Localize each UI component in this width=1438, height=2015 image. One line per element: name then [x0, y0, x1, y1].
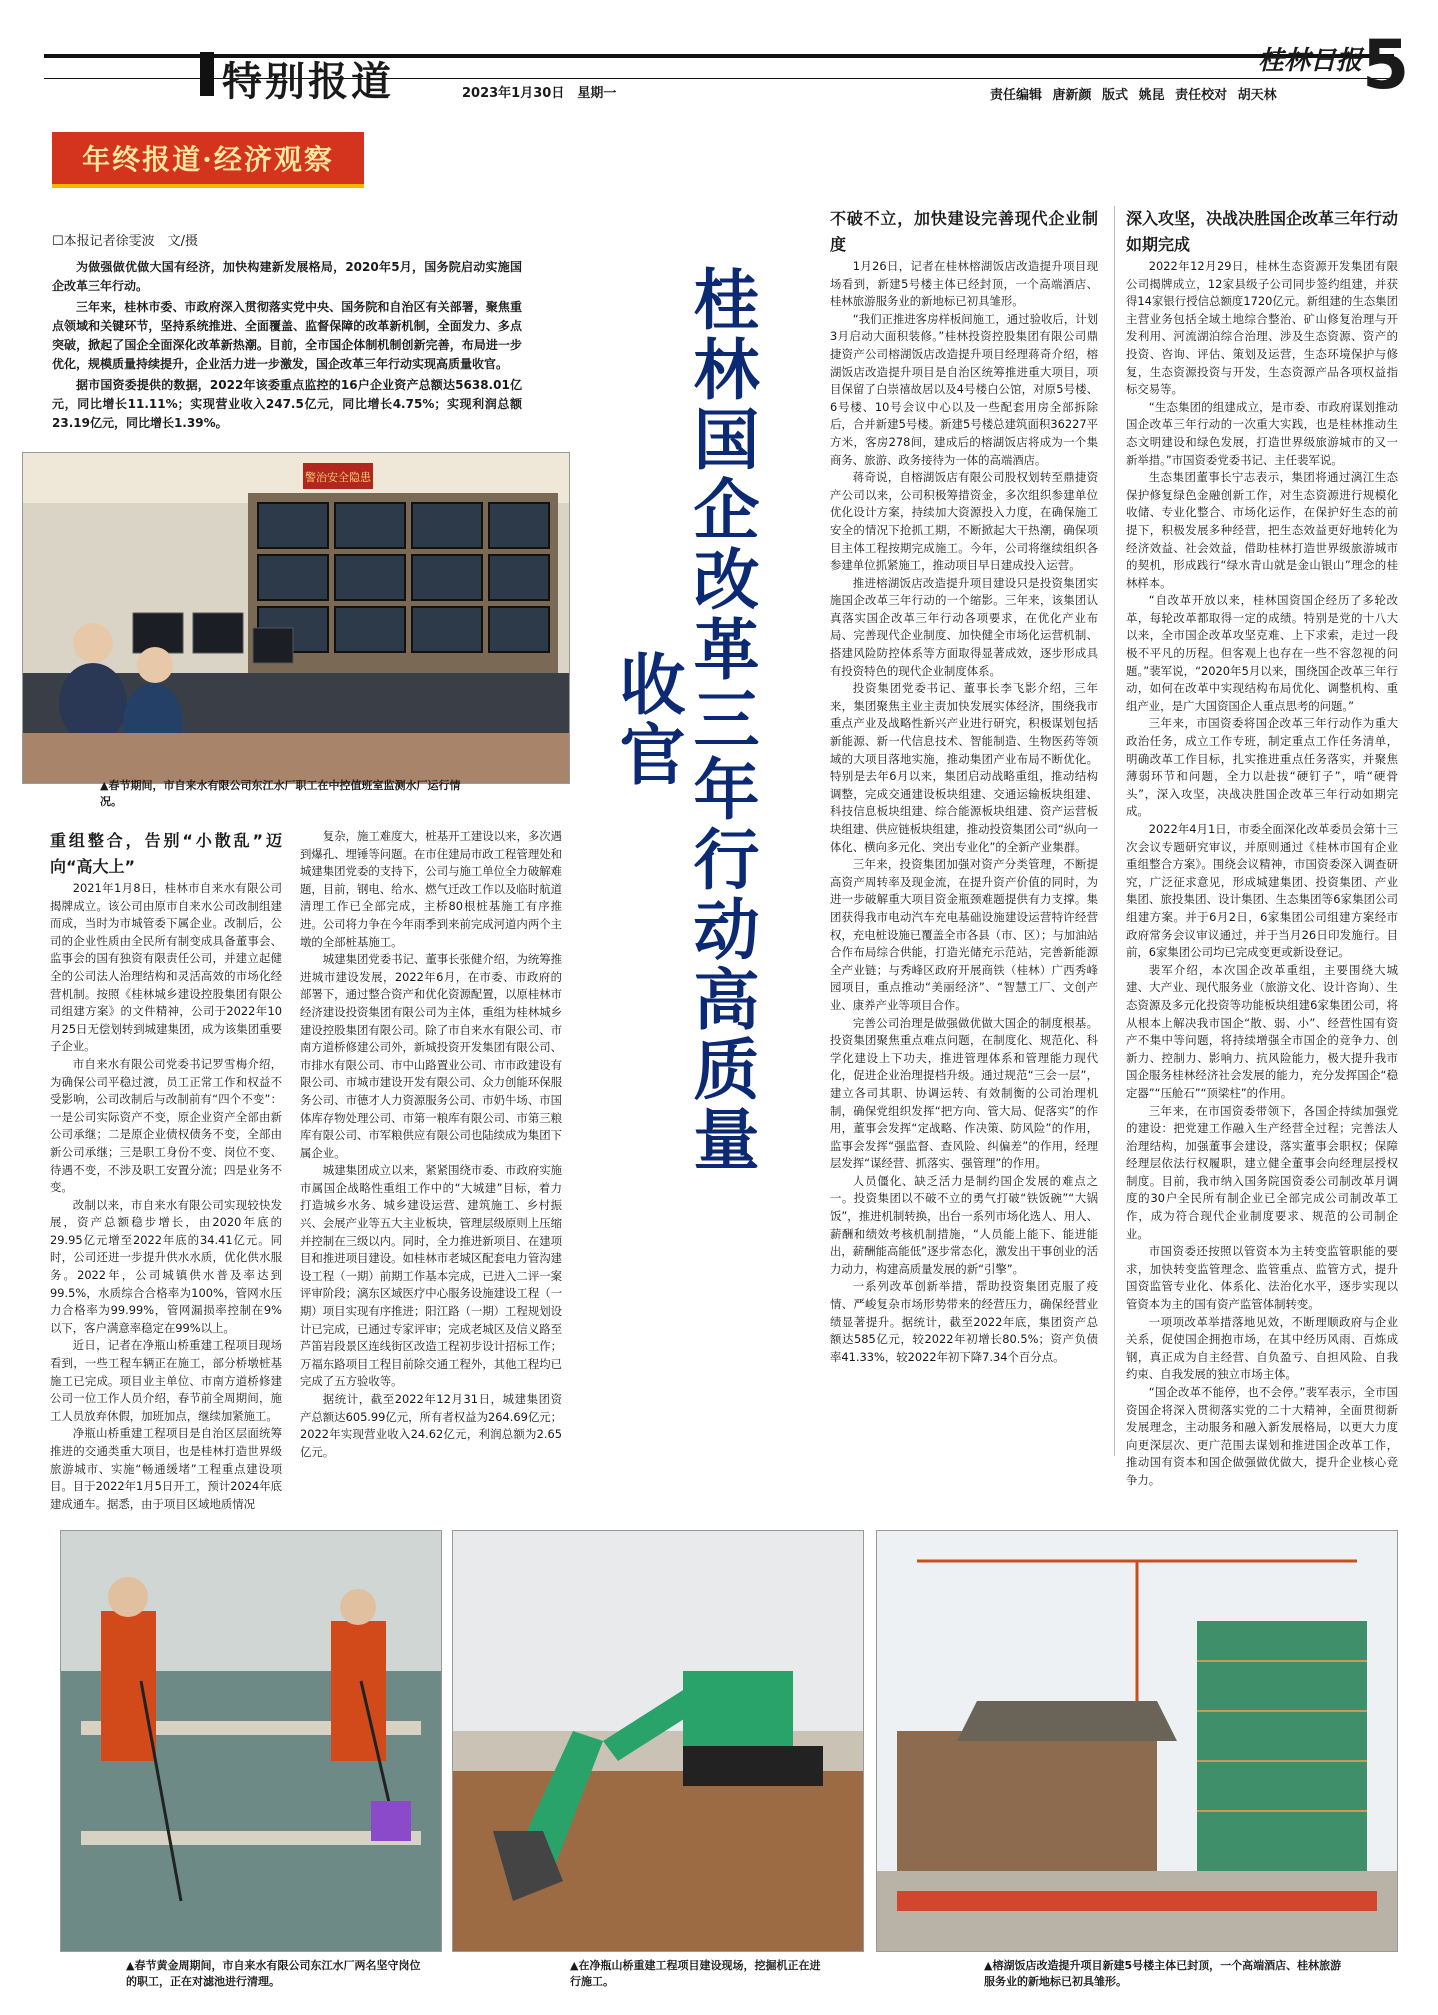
control-room-illustration	[23, 453, 569, 783]
body-paragraph: 2021年1月8日，桂林市自来水有限公司揭牌成立。该公司由原市自来水公司改制组建而成，当时为市城管委下属企业。改制后，公司的企业性质由全民所有制变成具备董事会、监事会的国有独资有限责任公司，并建立起健全的公司法人治理结构和灵活高效的市场化经营机制。按照《桂林城乡建设控股集团有限公司组建方案》的文件精神，公司于2022年10月25日无偿划转到城建集团，成为该集团重要子企业。	[50, 881, 282, 1054]
subheading-fourth: 深入攻坚，决战决胜国企改革三年行动如期完成	[1126, 209, 1399, 254]
issue-date: 2023年1月30日 星期一	[462, 86, 617, 101]
control-room-photo	[22, 452, 570, 784]
editor-credits: 责任编辑 唐新颜 版式 姚昆 责任校对 胡天林	[990, 88, 1277, 103]
body-paragraph: 蒋奇说，自榕湖饭店有限公司股权划转至鼎捷资产公司以来，公司积极筹措资金，多次组织参建单位优化设计方案，持续加大资源投入力度，在确保施工安全的情况下抢抓工期，不断掀起大干热潮，确保项目主体工程按期完成施工。今年，公司将继续组织各参建单位抓紧施工，推动项目早日建成投入运营。	[830, 470, 1098, 573]
section-marker	[200, 52, 214, 96]
body-paragraph: 城建集团党委书记、董事长张健介绍，为统筹推进城市建设发展，2022年6月，在市委、市政府的部署下，通过整合资产和优化资源配置，以原桂林市经济建设投资集团有限公司为主体，重组为桂林城乡建设控股集团有限公司。除了市自来水有限公司、市南方道桥修建公司外，新城投资开发集团有限公司、市排水有限公司、市中山路置业公司、市市政建设有限公司、市城市建设开发有限公司、众力创能环保服务公司、市德才人力资源服务公司、市奶牛场、市国体库存物处理公司、市第一粮库有限公司、市第三粮库有限公司、市军粮供应有限公司也陆续成为集团下属企业。	[300, 952, 563, 1160]
excavator-illustration	[453, 1531, 863, 1951]
column-banner: 年终报道·经济观察	[52, 132, 364, 188]
body-paragraph: 2022年4月1日，市委全面深化改革委员会第十三次会议专题研究审议，并原则通过《桂林市国有企业重组整合方案》。围绕会议精神，市国资委深入调查研究，广泛征求意见，形成城建集团、投资集团、产业集团、旅投集团、设计集团、生态集团等6家集团公司组建方案。并于6月2日，6家集团公司组建方案经市政府常务会议审议通过，并于当月26日印发施行。目前，6家集团公司均已完成变更或新设登记。	[1126, 822, 1398, 960]
body-paragraph: 改制以来，市自来水有限公司实现较快发展，资产总额稳步增长，由2020年底的29.95亿元增至2022年底的34.41亿元。同时，公司还进一步提升供水水质，优化供水服务。2022年，公司城镇供水普及率达到99.5%，水质综合合格率为100%，管网水压力合格率为99.99%，管网漏损率控制在9%以下，客户满意率稳定在99%以上。	[50, 1197, 282, 1335]
body-paragraph: 净瓶山桥重建工程项目是自治区层面统筹推进的交通类重大项目，也是桂林打造世界级旅游城市、实施“畅通缓堵”工程重点建设项目。目于2022年1月5日开工，预计2024年底建成通车。据悉，由于项目区域地质情况	[50, 1426, 282, 1511]
body-paragraph: 生态集团董事长宁志表示，集团将通过漓江生态保护修复绿色金融创新工作，对生态资源进行规模化收储、专业化整合、市场化运作，在保护好生态的前提下，积极发展多种经营，把生态效益更好地转化为经济效益、社会效益，借助桂林打造世界级旅游城市的契机，形成践行“绿水青山就是金山银山”理念的桂林样本。	[1126, 470, 1398, 590]
column-divider	[1114, 206, 1115, 1456]
photo-caption-hotel: ▲榕湖饭店改造提升项目新建5号楼主体已封顶，一个高端酒店、桂林旅游服务业的新地标已初具雏形。	[984, 1959, 1342, 1988]
body-paragraph: 三年来，投资集团加强对资产分类管理，不断提高资产周转率及现金流，在提升资产价值的同时，为进一步破解重大项目资金瓶颈难题提供有力支撑。集团获得我市电动汽车充电基础设施建设运营特许经营权，充电桩设施已覆盖全市各县（市、区）；与加油站合作布局综合供能，打造光储充示范站，完善新能源全产业链；与秀峰区政府开展商铁（桂林）广西秀峰园项目，重点推动“美丽经济”、“智慧工厂、文创产业、康养产业等项目合作。	[830, 857, 1098, 1012]
lead-paragraph: 据市国资委提供的数据，2022年该委重点监控的16户企业资产总额达5638.01亿元，同比增长11.11%；实现营业收入247.5亿元，同比增长4.75%；实现利润总额23.19亿元，同比增长1.39%。	[52, 378, 522, 430]
body-paragraph: 三年来，市国资委将国企改革三年行动作为重大政治任务，成立工作专班，制定重点工作任务清单，明确改革工作目标，扎实推进重点任务落实，并聚焦薄弱环节和问题，全力以赴拔“硬钉子”，啃“硬骨头”，深入攻坚，决战决胜国企改革三年行动如期完成。	[1126, 716, 1398, 819]
filter-pool-photo	[60, 1530, 442, 1952]
photo-caption-filter-pool: ▲春节黄金周期间，市自来水有限公司东江水厂两名坚守岗位的职工，正在对滤池进行清理。	[126, 1959, 421, 1988]
subheading-left: 重组整合，告别“小散乱”迈向“高大上”	[50, 831, 282, 876]
body-paragraph: 推进榕湖饭店改造提升项目建设只是投资集团实施国企改革三年行动的一个缩影。三年来，该集团认真落实国企改革三年行动各项要求，在优化产业布局、完善现代企业制度、加快健全市场化运营机制、搭建风险防控体系等方面取得显著成效，逐步形成具有投资特色的现代企业制度体系。	[830, 575, 1098, 678]
body-paragraph: 城建集团成立以来，紧紧围绕市委、市政府实施市属国企战略性重组工作中的“大城建”目标，着力打造城乡水务、城乡建设运营、建筑施工、乡村振兴、会展产业等五大主业板块，管理层级原则上压缩并控制在三级以内。同时，全力推进新项目、在建项目和推进项目建设。如桂林市老城区配套电力管沟建设工程（一期）前期工作基本完成，已进入二评一案评审阶段；漓东区域医疗中心服务设施建设工程（一期）项目实现有序推进；阳江路（一期）工程规划设计已完成，已通过专家评审；完成老城区及信义路至芦笛岩段景区连线街区改造工程初步设计招标工作；万福东路项目工程目前除交通工程外，其他工程均已完成了五方验收等。	[300, 1163, 563, 1389]
wall-banner-text: 警治安全隐患	[305, 471, 371, 484]
body-paragraph: 一项项改革举措落地见效，不断理顺政府与企业关系，促使国企拥抱市场，在其中经历风雨、百炼成钢，真正成为自主经营、自负盈亏、自担风险、自我约束、自我发展的独立市场主体。	[1126, 1314, 1398, 1382]
hotel-construction-illustration	[877, 1531, 1397, 1951]
excavator-photo	[452, 1530, 864, 1952]
body-paragraph: “自改革开放以来，桂林国资国企经历了多轮改革，每轮改革都取得一定的成绩。特别是党的十八大以来，全市国企改革攻坚克难、上下求索，走过一段极不平凡的历程。但客观上也存在一些不容忽视的问题。”裴军说，“2020年5月以来，围绕国企改革三年行动，如何在改革中实现结构布局优化、调整机构、重组产业，是广大国资国企人重点思考的问题。”	[1126, 593, 1398, 713]
body-paragraph: 复杂，施工难度大，桩基开工建设以来，多次遇到爆孔、埋锤等问题。在市住建局市政工程管理处和城建集团党委的支持下，公司与施工单位全力破解难题，目前，钢电、给水、燃气迁改工作以及临时航道清理工作已全部完成，主桥80根桩基施工有序推进。公司将力争在今年雨季到来前完成河道内两个主墩的全部桩基施工。	[300, 829, 563, 949]
article-column-left	[50, 828, 282, 1513]
article-column-middle	[300, 828, 562, 1461]
body-paragraph: “生态集团的组建成立，是市委、市政府谋划推动国企改革三年行动的一次重大实践，也是桂林推动生态文明建设和绿色发展，打造世界级旅游城市的又一新举措。”市国资委党委书记、主任裴军说。	[1126, 399, 1398, 467]
subheading-third: 不破不立，加快建设完善现代企业制度	[830, 209, 1098, 254]
body-paragraph: “我们正推进客房样板间施工，通过验收后，计划3月启动大面积装修。”桂林投资控股集团有限公司鼎捷资产公司榕湖饭店改造提升项目经理蒋奇介绍，榕湖饭店改造提升项目是自治区统筹推进重大项目，项目保留了白崇禧故居以及4号楼白公馆，对原5号楼、6号楼、10号会议中心以及一些配套用房全部拆除后，合并新建5号楼。新建5号楼总建筑面积36227平方米，客房278间，建成后的榕湖饭店将成为一个集商务、旅游、政务接待为一体的高端酒店。	[830, 311, 1098, 467]
body-paragraph: 完善公司治理是做强做优做大国企的制度根基。投资集团聚焦重点难点问题，在制度化、规范化、科学化建设上下功夫，推进管理体系和管理能力现代化，促进企业治理提档升级。通过规范“三会一层”，建立各司其职、协调运转、有效制衡的公司治理机制，确保党组织发挥“把方向、管大局、促落实”的作用，董事会发挥“定战略、作决策、防风险”的作用，监事会发挥“强监督、查风险、纠偏差”的作用，经理层发挥“谋经营、抓落实、强管理”的作用。	[830, 1015, 1098, 1171]
body-paragraph: 投资集团党委书记、董事长李飞影介绍，三年来，集团聚焦主业主责加快发展实体经济，围绕我市重点产业及战略性新兴产业进行研究，积极谋划包括新能源、新一代信息技术、智能制造、生物医药等领域的大项目落地实施，推动集团产业布局不断优化。特别是去年6月以来，集团启动战略重组，推动结构调整，完成交通建设板块组建、交通运输板块组建、科技信息板块组建、综合能源板块组建、资产运营板块组建、供应链板块组建，推动投资集团公司“纵向一体化、横向多元化、突出专业化”的全新产业集群。	[830, 681, 1098, 854]
lead-paragraph: 为做强做优做大国有经济，加快构建新发展格局，2020年5月，国务院启动实施国企改革三年行动。	[52, 260, 522, 293]
body-paragraph: 市国资委还按照以管资本为主转变监管职能的要求，加快转变监管理念、监管重点、监管方式，提升国资监管专业化、体系化、法治化水平，逐步实现以管资本为主的国有资产监管体制转变。	[1126, 1244, 1398, 1312]
photo-caption-excavator: ▲在净瓶山桥重建工程项目建设现场，挖掘机正在进行施工。	[570, 1959, 821, 1988]
body-paragraph: 2022年12月29日，桂林生态资源开发集团有限公司揭牌成立，12家县级子公司同步签约组建，并获得14家银行授信总额度1720亿元。新组建的生态集团主营业务包括全域土地综合整治、矿山修复治理与开发利用、河流湖泊综合治理、涉及生态资源、资产的投资、咨询、评估、策划及运营，生态环境保护与修复，生态资源投资与开发，生态资源产品各项权益指标交易等。	[1126, 259, 1398, 397]
hotel-construction-photo	[876, 1530, 1398, 1952]
body-paragraph: 一系列改革创新举措，帮助投资集团克服了疫情、严峻复杂市场形势带来的经营压力，确保经营业绩显著提升。据统计，截至2022年底，集团资产总额达585亿元，较2022年初增长80.5%；资产负债率41.33%，较2022年初下降7.34个百分点。	[830, 1279, 1098, 1364]
filter-pool-illustration	[61, 1531, 441, 1951]
body-paragraph: 市自来水有限公司党委书记罗雪梅介绍，为确保公司平稳过渡，员工正常工作和权益不受影响，公司改制后与改制前有“四个不变”：一是公司实际资产不变，原企业资产全部由新公司承继；二是原企业债权债务不变，全部由新公司承继；三是职工身份不变、岗位不变、待遇不变，不涉及职工安置分流；四是业务不变。	[50, 1056, 282, 1195]
vertical-headline: 桂林国企改革三年行动高质量收官	[608, 265, 760, 1175]
lead-paragraph: 三年来，桂林市委、市政府深入贯彻落实党中央、国务院和自治区有关部署，聚焦重点领域和关键环节，坚持系统推进、全面覆盖、监督保障的改革新机制，全面发力、多点突破，掀起了国企全面深化改革新热潮。目前，全市国企体制机制创新完善，布局进一步优化，规模质量持续提升，企业活力进一步激发，国企改革三年行动实现高质量收官。	[52, 300, 522, 371]
body-paragraph: 近日，记者在净瓶山桥重建工程项目现场看到，一些工程车辆正在施工，部分桥墩桩基施工已完成。项目业主单位、市南方道桥修建公司一位工作人员介绍，春节前全周期间，施工人员放弃休假，加班加点，继续加紧施工。	[50, 1338, 282, 1423]
body-paragraph: 三年来，在市国资委带领下，各国企持续加强党的建设：把党建工作融入生产经营全过程；完善法人治理结构，加强董事会建设，落实董事会职权；保障经理层依法行权履职，建立健全董事会向经理层授权制度。目前，我市纳入国务院国资委公司制改革月调度的30户全民所有制企业已全部完成公司制改革工作，成为符合现代企业制度要求、规范的公司制企业。	[1126, 1103, 1398, 1241]
article-column-fourth	[1126, 206, 1398, 1490]
body-paragraph: 裴军介绍，本次国企改革重组，主要围绕大城建、大产业、现代服务业（旅游文化、设计咨询）、生态资源及多元化投资等功能板块组建6家集团公司，将从根本上解决我市国企“散、弱、小”、经营性国有资产不集中等问题，将持续增强全市国企的竞争力、创新力、控制力、影响力、抗风险能力，极大提升我市国企服务桂林经济社会发展的能力，充分发挥国企“稳定器”“压舱石”“顶梁柱”的作用。	[1126, 962, 1398, 1100]
photo-caption-control-room: ▲春节期间，市自来水有限公司东江水厂职工在中控值班室监测水厂运行情况。	[100, 779, 461, 808]
body-paragraph: 人员僵化、缺乏活力是制约国企发展的难点之一。投资集团以不破不立的勇气打破“铁饭碗”“大锅饭”，推进机制转换，出台一系列市场化选人、用人、薪酬和绩效考核机制措施，“人员能上能下、能进能出，薪酬能高能低”逐步常态化，激发出干事创业的活力动力，构建高质量发展的新“引擎”。	[830, 1173, 1098, 1276]
body-paragraph: 1月26日，记者在桂林榕湖饭店改造提升项目现场看到，新建5号楼主体已经封顶，一个高端酒店、桂林旅游服务业的新地标已初具雏形。	[830, 259, 1098, 309]
body-paragraph: “国企改革不能停，也不会停。”裴军表示，全市国资国企将深入贯彻落实党的二十大精神，全面贯彻新发展理念，主动服务和融入新发展格局，以更大力度向更深层次、更广范围去谋划和推进国企改革工作，推动国有资本和国企做强做优做大，提升企业核心竞争力。	[1126, 1385, 1398, 1487]
lead-paragraphs	[52, 258, 522, 435]
body-paragraph: 据统计，截至2022年12月31日，城建集团资产总额达605.99亿元，所有者权益为264.69亿元；2022年实现营业收入24.62亿元，利润总额为2.65亿元。	[300, 1392, 562, 1459]
page-number: 5	[1362, 26, 1410, 105]
article-column-third	[830, 206, 1098, 1366]
newspaper-name: 桂林日报	[1258, 46, 1363, 76]
section-title: 特别报道	[222, 58, 394, 105]
byline: ☐本报记者徐雯波 文/摄	[52, 234, 199, 249]
